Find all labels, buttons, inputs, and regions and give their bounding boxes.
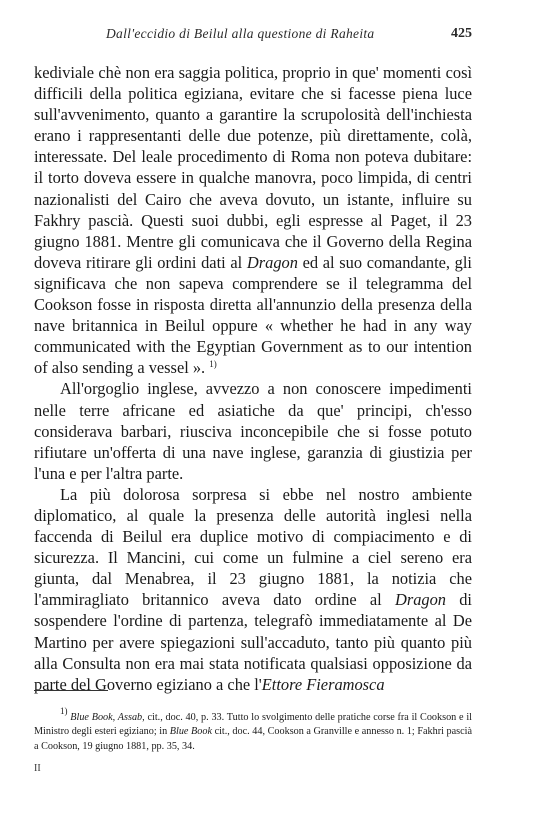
ship-name-dragon: Dragon — [246, 252, 298, 272]
paragraph-3-text-a: La più dolorosa sorpresa si ebbe nel nostro ambiente diplomatico, al quale la presenza delle autorità inglesi nella faccenda di Beilul era duplice motivo di compiacimento e di sicurezza. Il Mancini, cui come un fulmine a ciel sereno era giunta, dal Menabrea, il 23 giugno 1881, la notizia che l'ammiragliato britannico aveva dato ordine al — [34, 484, 472, 610]
signature-mark: II — [34, 763, 41, 774]
paragraph-3-text-b: di sospendere l'ordine di partenza, telegrafò immediatamente al De Martino per avere spiegazioni sull'accaduto, tanto più quanto più alla Consulta non era mai stata notificata qualsiasi opposizione da parte del Governo egiziano a che l' — [34, 590, 472, 694]
paragraph-3 — [34, 484, 472, 695]
paragraph-1-text-b: ed al suo comandante, gli significava che non sapeva comprendere se il telegramma del Cookson fosse in risposta diretta all'annunzio della presenza della nave britannica in Beilul oppure « whether he had in any way communicated with the Egyptian Government as to our intention of also sending a vessel ». — [34, 252, 472, 378]
running-head: Dall'eccidio di Beilul alla questione di Raheita — [106, 26, 375, 41]
footnote-divider — [34, 690, 108, 691]
main-text — [34, 62, 472, 695]
footnote-text-2: cit., doc. 44, Cookson a Granville e annesso n. 1; Fakhri pascià a Cookson, 19 giugno 1881, pp. 35, 34. — [34, 726, 472, 752]
footnote-source-1: Blue Book, Assab, — [70, 712, 145, 723]
footnote-source-2: Blue Book — [169, 726, 212, 738]
book-page — [34, 0, 472, 823]
footnote-text-1: cit., doc. 40, p. 33. Tutto lo svolgimento delle pratiche corse fra il Cookson e il Ministro degli esteri egiziano; in — [34, 712, 472, 738]
page-header — [34, 26, 472, 48]
paragraph-1-text-a: kediviale chè non era saggia politica, proprio in que' momenti così difficili della politica egiziana, evitare che si facesse piena luce sull'avvenimento, quanto a garantire la scrupolosità dell'inchiesta erano i rappresentanti delle due potenze, più direttamente, colà, interessate. Del leale procedimento di Roma non poteva dubitare: il torto doveva essere in qualche manovra, poco limpida, di centri nazionalisti del Cairo che aveva dovuto, un istante, influire su Fakhry pascià. Questi suoi dubbi, egli espresse al Paget, il 23 giugno 1881. Mentre gli comunicava che il Governo della Regina doveva ritirare gli ordini dati al — [34, 63, 472, 272]
footnote — [34, 706, 472, 754]
paragraph-2: All'orgoglio inglese, avvezzo a non conoscere impedimenti nelle terre africane ed asiatiche da que' principi, ch'esso considerava barbari, riusciva inconcepibile che si fosse potuto rifiutare un'offerta di una nave inglese, garanzia di giustizia per l'una e per l'altra parte. — [34, 379, 472, 483]
footnote-marker: 1) — [60, 706, 68, 716]
footnote-reference[interactable]: 1) — [209, 359, 217, 370]
ship-name-ettore-fieramosca: Ettore Fieramosca — [261, 674, 385, 694]
page-number: 425 — [451, 26, 472, 41]
ship-name-dragon-2: Dragon — [394, 590, 446, 610]
paragraph-1 — [34, 62, 472, 378]
